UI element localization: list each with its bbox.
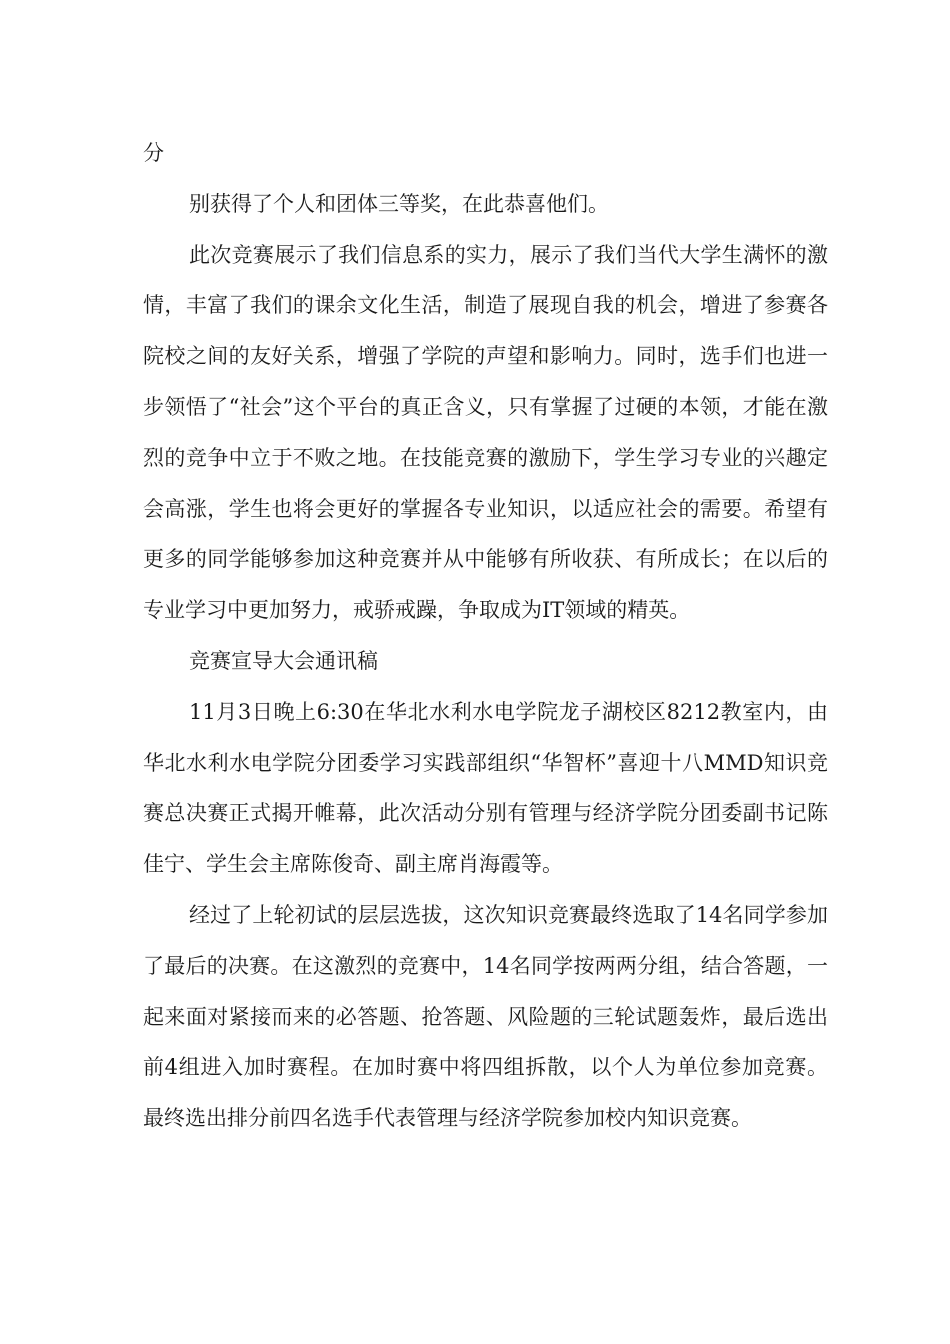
section-heading: 竞赛宣导大会通讯稿 bbox=[189, 648, 378, 673]
paragraph-fragment: 分 bbox=[143, 141, 164, 165]
document-body bbox=[143, 128, 828, 1144]
paragraph-event-opening: 11月3日晚上6:30在华北水利水电学院龙子湖校区8212教室内，由华北水利水电学院分团委学习实践部组织“华智杯”喜迎十八MMD知识竞赛总决赛正式揭开帷幕，此次活动分别有管理与经济学院分团委副书记陈佳宁、学生会主席陈俊奇、副主席肖海霞等。 bbox=[143, 699, 828, 877]
paragraph-significance: 此次竞赛展示了我们信息系的实力，展示了我们当代大学生满怀的激情，丰富了我们的课余文化生活，制造了展现自我的机会，增进了参赛各院校之间的友好关系，增强了学院的声望和影响力。同时，选手们也进一步领悟了“社会”这个平台的真正含义，只有掌握了过硬的本领，才能在激烈的竞争中立于不败之地。在技能竞赛的激励下，学生学习专业的兴趣定会高涨，学生也将会更好的掌握各专业知识，以适应社会的需要。希望有更多的同学能够参加这种竞赛并从中能够有所收获、有所成长；在以后的专业学习中更加努力，戒骄戒躁，争取成为IT领域的精英。 bbox=[143, 242, 828, 623]
paragraph-competition-process: 经过了上轮初试的层层选拔，这次知识竞赛最终选取了14名同学参加了最后的决赛。在这激烈的竞赛中，14名同学按两两分组，结合答题，一起来面对紧接而来的必答题、抢答题、风险题的三轮试题轰炸，最后选出前4组进入加时赛程。在加时赛中将四组拆散，以个人为单位参加竞赛。最终选出排分前四名选手代表管理与经济学院参加校内知识竞赛。 bbox=[143, 902, 828, 1131]
paragraph-award: 别获得了个人和团体三等奖，在此恭喜他们。 bbox=[189, 191, 609, 216]
